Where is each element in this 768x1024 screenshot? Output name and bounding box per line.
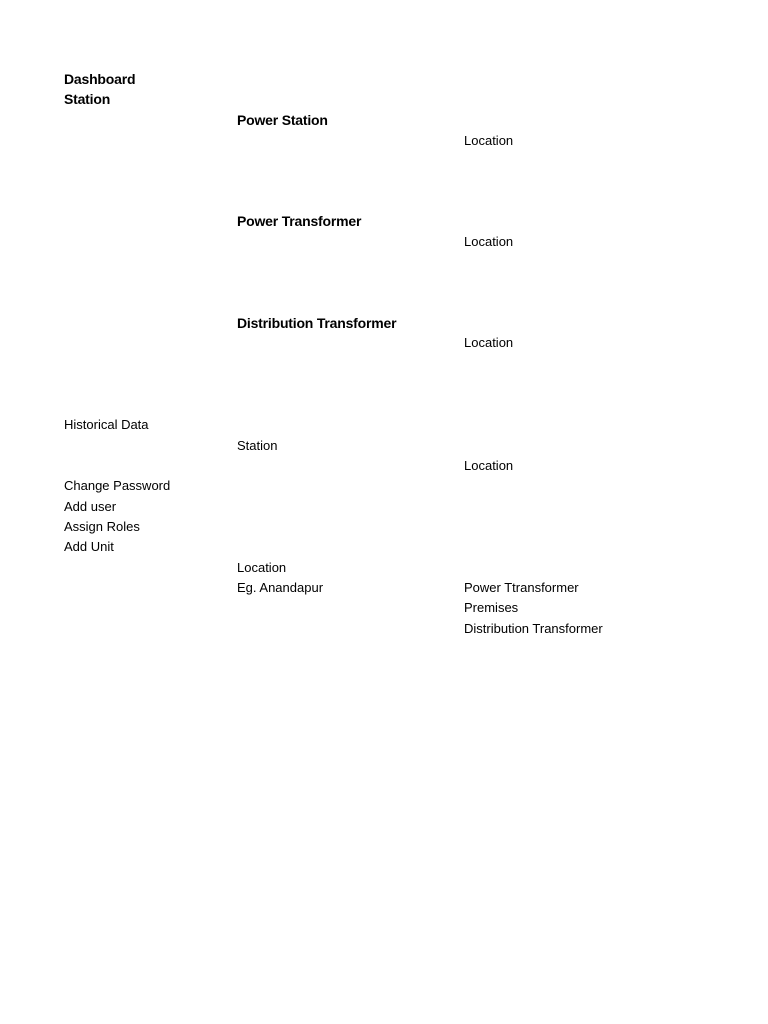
historical-location-label: Location bbox=[464, 458, 514, 473]
historical-station-label: Station bbox=[237, 438, 278, 453]
section-location-power-transformer: Location bbox=[464, 234, 514, 249]
section-location-distribution-transformer: Location bbox=[464, 335, 514, 350]
nav-add-user[interactable]: Add user bbox=[64, 499, 117, 514]
section-title-distribution-transformer: Distribution Transformer bbox=[237, 315, 397, 331]
add-unit-location-example: Eg. Anandapur bbox=[237, 580, 324, 595]
nav-change-password[interactable]: Change Password bbox=[64, 478, 171, 493]
add-unit-location-label: Location bbox=[237, 560, 287, 575]
nav-historical-data[interactable]: Historical Data bbox=[64, 417, 149, 432]
nav-assign-roles[interactable]: Assign Roles bbox=[64, 519, 140, 534]
add-unit-option-power-transformer[interactable]: Power Ttransformer bbox=[464, 580, 579, 595]
nav-dashboard[interactable]: Dashboard bbox=[64, 71, 136, 87]
section-location-power-station: Location bbox=[464, 133, 514, 148]
nav-station[interactable]: Station bbox=[64, 91, 111, 107]
nav-add-unit[interactable]: Add Unit bbox=[64, 539, 114, 554]
add-unit-option-distribution-transformer[interactable]: Distribution Transformer bbox=[464, 621, 603, 636]
section-title-power-transformer: Power Transformer bbox=[237, 213, 362, 229]
add-unit-option-premises[interactable]: Premises bbox=[464, 600, 519, 615]
section-title-power-station: Power Station bbox=[237, 112, 328, 128]
